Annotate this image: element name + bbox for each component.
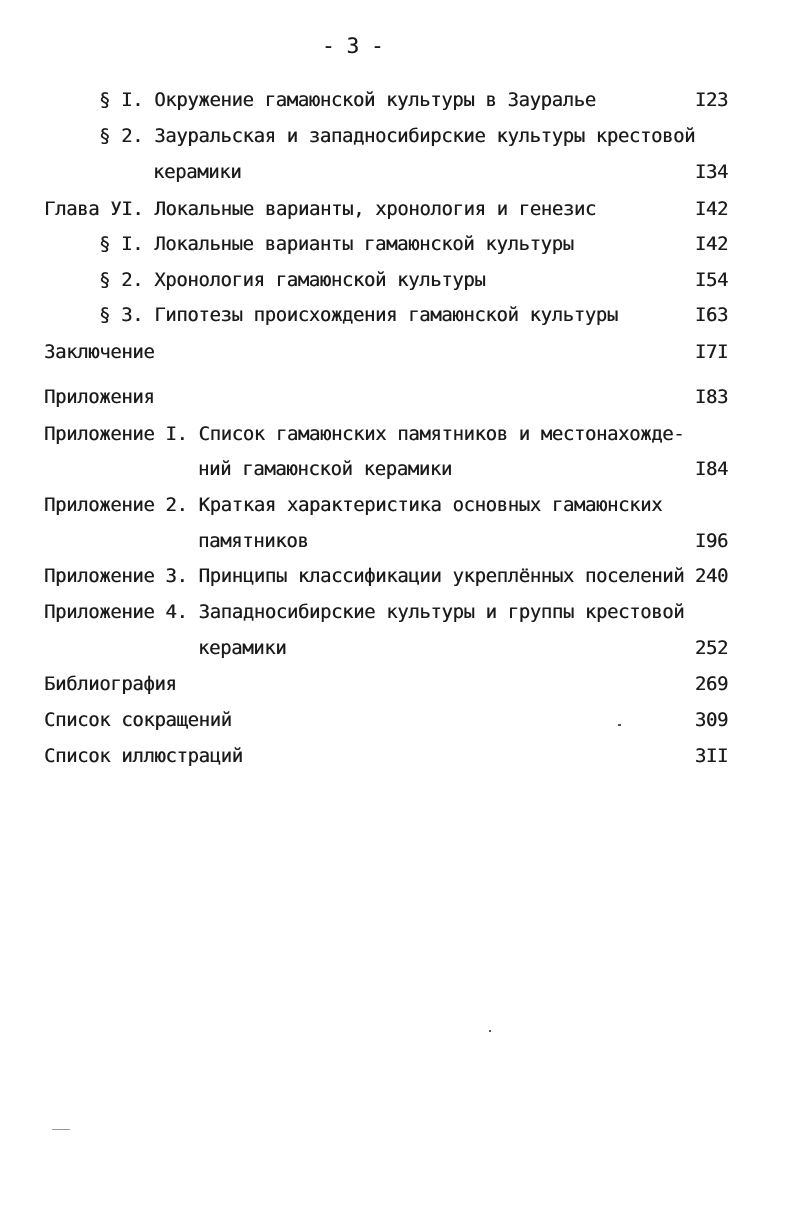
- toc-entry-page: I34: [694, 161, 728, 183]
- toc-entry-label: Заключение: [44, 341, 155, 363]
- toc-entry-page: I7I: [694, 341, 728, 363]
- toc-entry-page: I96: [694, 530, 728, 552]
- toc-entry-label: керамики: [153, 161, 242, 183]
- toc-entry-page: I84: [694, 458, 728, 480]
- page-number: - 3 -: [322, 34, 384, 58]
- toc-entry-label: § 2. Хронология гамаюнской культуры: [99, 269, 486, 291]
- toc-entry-label: § 3. Гипотезы происхождения гамаюнской культуры: [99, 304, 618, 326]
- toc-entry-page: 309: [694, 709, 728, 731]
- scan-speck: [489, 1030, 491, 1032]
- toc-entry-page: I54: [694, 269, 728, 291]
- toc-entry-label: Приложение 3. Принципы классификации укреплённых поселений: [44, 565, 685, 587]
- toc-entry-label: Список иллюстраций: [44, 745, 243, 767]
- toc-entry-page: I42: [694, 233, 728, 255]
- toc-entry-page: 240: [694, 565, 728, 587]
- toc-entry-page: I63: [694, 304, 728, 326]
- scan-speck: [52, 1129, 70, 1130]
- toc-entry-page: I42: [694, 198, 728, 220]
- toc-entry-label: керамики: [198, 637, 287, 659]
- toc-entry-label: Приложение I. Список гамаюнских памятников и местонахожде-: [44, 423, 685, 445]
- toc-entry-label: § I. Локальные варианты гамаюнской культуры: [99, 233, 574, 255]
- toc-entry-page: 3II: [694, 745, 728, 767]
- toc-entry-label: § I. Окружение гамаюнской культуры в Зауралье: [99, 89, 596, 111]
- toc-entry-label: памятников: [198, 530, 309, 552]
- toc-entry-label: Список сокращений: [44, 709, 232, 731]
- toc-entry-label: ний гамаюнской керамики: [198, 458, 452, 480]
- toc-entry-label: Библиография: [44, 673, 177, 695]
- toc-entry-page: 252: [694, 637, 728, 659]
- toc-entry-page: 269: [694, 673, 728, 695]
- toc-entry-label: Приложения: [44, 386, 155, 408]
- toc-entry-label: § 2. Зауральская и западносибирские культуры крестовой: [99, 125, 696, 147]
- toc-entry-page: I83: [694, 386, 728, 408]
- toc-entry-page: I23: [694, 89, 728, 111]
- toc-entry-label: Приложение 4. Западносибирские культуры и группы крестовой: [44, 601, 685, 623]
- toc-entry-label: Приложение 2. Краткая характеристика основных гамаюнских: [44, 494, 663, 516]
- toc-entry-label: Глава УI. Локальные варианты, хронология и генезис: [44, 198, 596, 220]
- scan-speck: [618, 724, 621, 726]
